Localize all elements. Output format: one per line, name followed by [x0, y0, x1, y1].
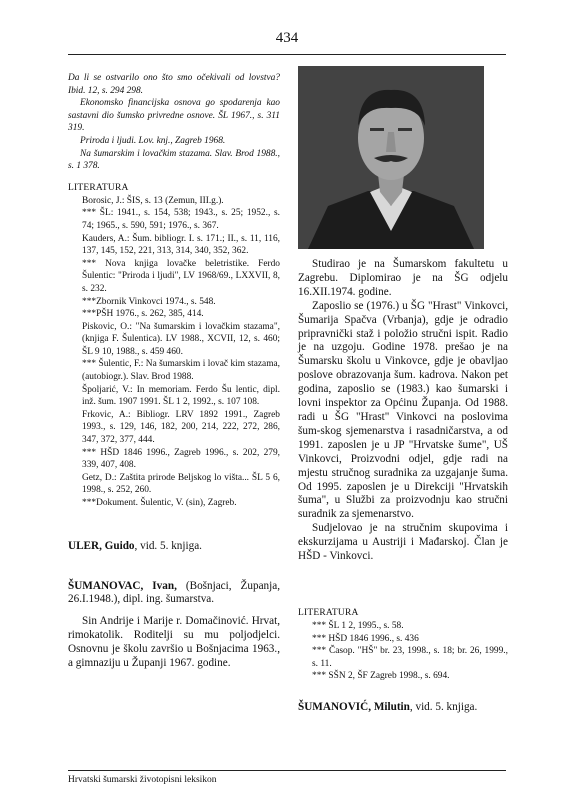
entry-name: ŠUMANOVIĆ, Milutin	[298, 700, 410, 713]
right-literature	[298, 608, 508, 715]
lit-item: *** ŠL: 1941., s. 154, 538; 1943., s. 25; 1952., s. 74; 1965., s. 590, 591; 1976., s. 367.	[82, 208, 280, 231]
top-rule	[68, 54, 506, 55]
lit-item: ***Dokument. Šulentic, V. (sin), Zagreb.	[82, 498, 237, 508]
lit-item: *** Nova knjiga lovačke beletristike. Ferdo Šulentic: "Priroda i ljudi", LV 1968/69., LXXVII, 8, s. 232.	[82, 258, 280, 294]
lit-item: Piskovic, O.: "Na šumarskim i lovačkim stazama", (knjiga F. Šulentica). LV 1988., XCVII, 12, s. 460; ŠL 9 10, 1988., s. 459 460.	[82, 321, 280, 357]
right-column	[298, 258, 508, 564]
literature-heading: LITERATURA	[298, 608, 359, 618]
lit-item: *** HŠD 1846 1996., s. 436	[312, 633, 419, 644]
bottom-rule	[68, 770, 506, 771]
work-item: Ekonomsko financijska osnova go spodarenja kao sastavni dio šumsko privredne osnove. ŠL 1967., s. 311 319.	[68, 98, 280, 134]
lit-item: *** Šulentic, F.: Na šumarskim i lovač kim stazama, (autobiogr.). Slav. Brod 1988.	[82, 359, 280, 383]
literature-list	[298, 620, 508, 683]
footer-text: Hrvatski šumarski životopisni leksikon	[68, 775, 217, 785]
entry-sumanovac	[68, 580, 280, 671]
lit-item: *** ŠL 1 2, 1995., s. 58.	[312, 621, 404, 631]
page-number: 434	[275, 30, 299, 46]
lit-item: Kauders, A.: Šum. bibliogr. I. s. 171.; II., s. 11, 116, 137, 145, 152, 221, 313, 314, 340, 352, 362.	[82, 233, 280, 257]
entry-sumanovic	[298, 701, 508, 715]
lit-item: ***Zbornik Vinkovci 1974., s. 548.	[82, 296, 216, 307]
lit-item: *** SŠN 2, ŠF Zagreb 1998., s. 694.	[312, 671, 450, 682]
lit-item: ***PŠH 1976., s. 262, 385, 414.	[82, 309, 204, 320]
left-column	[68, 72, 280, 671]
lit-item: *** HŠD 1846 1996., Zagreb 1996., s. 202, 279, 339, 407, 408.	[82, 447, 280, 471]
entry-uler	[68, 540, 280, 554]
entry-name: ŠUMANOVAC, Ivan,	[68, 579, 177, 592]
literature-heading: LITERATURA	[68, 182, 129, 193]
lit-item: Špoljarić, V.: In memoriam. Ferdo Šu lentic, dipl. inž. šum. 1907 1991. ŠL 1 2, 1992., s. 107 108.	[82, 384, 280, 408]
work-item: Na šumarskim i lovačkim stazama. Slav. Brod 1988., s. 1 378.	[68, 148, 280, 172]
entry-paragraph: Studirao je na Šumarskom fakultetu u Zagrebu. Diplomirao je na ŠG odjelu 16.XII.1974. godine.	[298, 258, 508, 298]
entry-paragraph: Sin Andrije i Marije r. Domačinović. Hrvat, rimokatolik. Roditelji su mu poljodjelci. Osnovnu je školu završio u Bošnjacima 1963., a gimnaziju u Županji 1967. godine.	[68, 615, 280, 670]
work-item: Da li se ostvarilo ono što smo očekivali od lovstva? Ibid. 12, s. 294 298.	[68, 73, 280, 96]
lit-item: Borosic, J.: ŠIS, s. 13 (Zemun, III.g.).	[82, 195, 224, 206]
entry-text: (Bošnjaci, Županja, 26.I.1948.), dipl. ing. šumarstva.	[68, 579, 280, 606]
entry-paragraph: Sudjelovao je na stručnim skupovima i ekskurzijama u Austriji i Mađarskoj. Član je HŠD - Vinkovci.	[298, 522, 508, 563]
works-list	[68, 72, 280, 173]
work-item: Priroda i ljudi. Lov. knj., Zagreb 1968.	[80, 135, 226, 146]
lit-item: Frkovic, A.: Bibliogr. LRV 1892 1991., Zagreb 1993., s. 129, 146, 182, 200, 214, 222, 272, 286, 347, 372, 377, 444.	[82, 409, 280, 446]
portrait-photo	[298, 66, 484, 249]
lit-item: Getz, D.: Zaštita prirode Beljskog lo višta... ŠL 5 6, 1998., s. 252, 260.	[82, 472, 280, 496]
entry-name: ULER, Guido	[68, 539, 135, 552]
literature-list	[68, 195, 280, 510]
entry-text: , vid. 5. knjiga.	[409, 700, 478, 713]
lit-item: *** Časop. "HŠ" br. 23, 1998., s. 18; br. 26, 1999., s. 11.	[312, 646, 508, 669]
entry-paragraph: Zaposlio se (1976.) u ŠG "Hrast" Vinkovci, Šumarija Spačva (Vrbanja), gdje je odradio pripravnički staž i položio stručni ispit. Radio je na uzgoju. Godine 1978. prešao je na Šumarsku školu u Vinkovce, gdje je obavljao poslove obrazovanja šum. kadrova. Nakon pet godina, zaposlio se (1983.) kao šumarski i lovni inspektor za Općinu Županja. Od 1988. radi u ŠG "Hrast" Vinkovci na poslovima šum-skog sjemenarstva i rasadničarstva, a od 1991. zaposlen je u JP "Hrvatske šume", UŠ Vinkovci, Proizvodni odjel, gdje radi na mjestu stručnog suradnika za uzgajanje šuma. Od 1995. zaposlen je u Direkciji "Hrvatskih šuma", u Službi za proizvodnju kao stručni suradnik za sjemenarstvo.	[298, 299, 508, 521]
entry-text: , vid. 5. knjiga.	[134, 539, 202, 552]
